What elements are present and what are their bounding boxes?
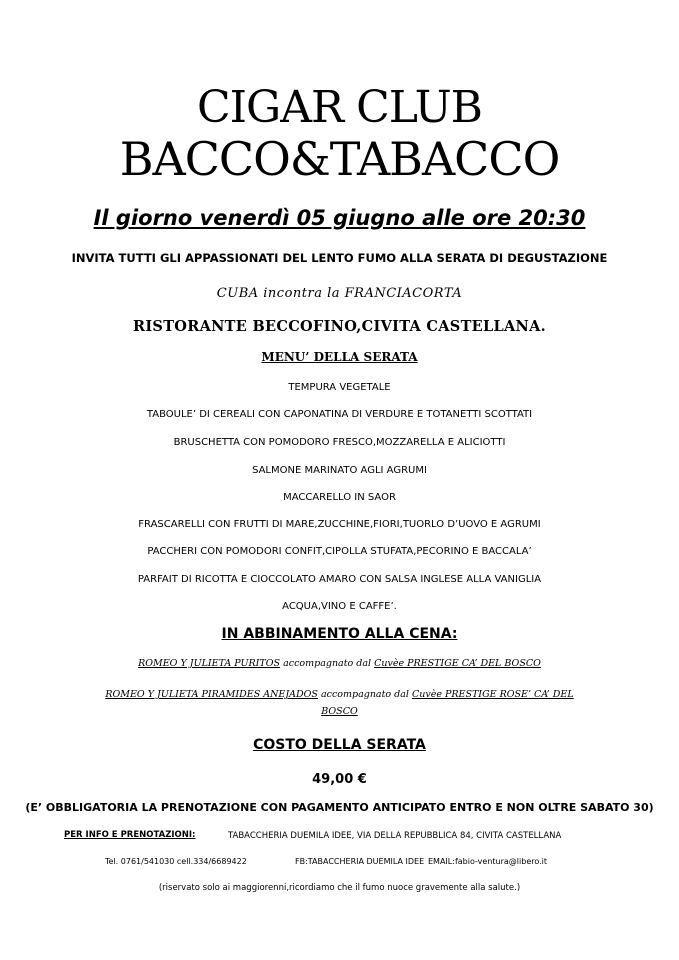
- pairing-title: IN ABBINAMENTO ALLA CENA:: [221, 626, 458, 642]
- menu-title: MENU’ DELLA SERATA: [261, 350, 418, 364]
- contact-email: EMAIL:fabio-ventura@libero.it: [428, 857, 548, 866]
- menu-item: TEMPURA VEGETALE: [288, 382, 391, 393]
- menu-item: TABOULE’ DI CEREALI CON CAPONATINA DI VERDURE E TOTANETTI SCOTTATI: [146, 409, 533, 420]
- pairing-connector: accompagnato dal: [317, 689, 412, 700]
- menu-item: MACCARELLO IN SAOR: [283, 492, 396, 503]
- pairing-wine: Cuvèe PRESTIGE CA’ DEL BOSCO: [374, 658, 541, 669]
- menu-item: FRASCARELLI CON FRUTTI DI MARE,ZUCCHINE,FIORI,TUORLO D’UOVO E AGRUMI: [138, 519, 541, 530]
- event-date: Il giorno venerdì 05 giugno alle ore 20:30: [93, 206, 586, 230]
- menu-item: ACQUA,VINO E CAFFE’.: [282, 601, 397, 612]
- pairing-cigar: ROMEO Y JULIETA PURITOS: [138, 658, 281, 669]
- menu-item: PARFAIT DI RICOTTA E CIOCCOLATO AMARO CON SALSA INGLESE ALLA VANIGLIA: [137, 574, 542, 585]
- reservation-note: (E’ OBBLIGATORIA LA PRENOTAZIONE CON PAGAMENTO ANTICIPATO ENTRO E NON OLTRE SABATO 30): [25, 801, 654, 814]
- menu-item: SALMONE MARINATO AGLI AGRUMI: [252, 465, 427, 476]
- contact-facebook: FB:TABACCHERIA DUEMILA IDEE: [295, 857, 425, 866]
- pairing-line: [0, 689, 679, 700]
- event-theme: CUBA incontra la FRANCIACORTA: [216, 286, 463, 301]
- pairing-connector: accompagnato dal: [280, 658, 375, 669]
- pairing-wine-continuation: BOSCO: [321, 706, 358, 717]
- cost-title: COSTO DELLA SERATA: [253, 737, 426, 753]
- menu-item: PACCHERI CON POMODORI CONFIT,CIPOLLA STUFATA,PECORINO E BACCALA’: [147, 546, 532, 557]
- contact-label: PER INFO E PRENOTAZIONI:: [64, 830, 196, 840]
- title-line-1: CIGAR CLUB: [197, 82, 482, 133]
- contact-address: TABACCHERIA DUEMILA IDEE, VIA DELLA REPUBBLICA 84, CIVITA CASTELLANA: [228, 831, 562, 841]
- menu-item: BRUSCHETTA CON POMODORO FRESCO,MOZZARELLA E ALICIOTTI: [173, 437, 506, 448]
- contact-phone: Tel. 0761/541030 cell.334/6689422: [105, 857, 247, 866]
- event-invite: INVITA TUTTI GLI APPASSIONATI DEL LENTO FUMO ALLA SERATA DI DEGUSTAZIONE: [71, 251, 608, 265]
- pairing-wine: Cuvèe PRESTIGE ROSE’ CA’ DEL: [411, 689, 574, 700]
- cost-price: 49,00 €: [312, 772, 367, 787]
- title-line-2: BACCO&TABACCO: [119, 132, 560, 186]
- pairing-line-continuation: [0, 706, 679, 717]
- footer-disclaimer: (riservato solo ai maggiorenni,ricordiamo che il fumo nuoce gravemente alla salute.): [158, 883, 521, 893]
- pairing-line: [0, 658, 679, 669]
- pairing-cigar: ROMEO Y JULIETA PIRAMIDES ANEJADOS: [105, 689, 318, 700]
- event-venue: RISTORANTE BECCOFINO,CIVITA CASTELLANA.: [133, 318, 546, 335]
